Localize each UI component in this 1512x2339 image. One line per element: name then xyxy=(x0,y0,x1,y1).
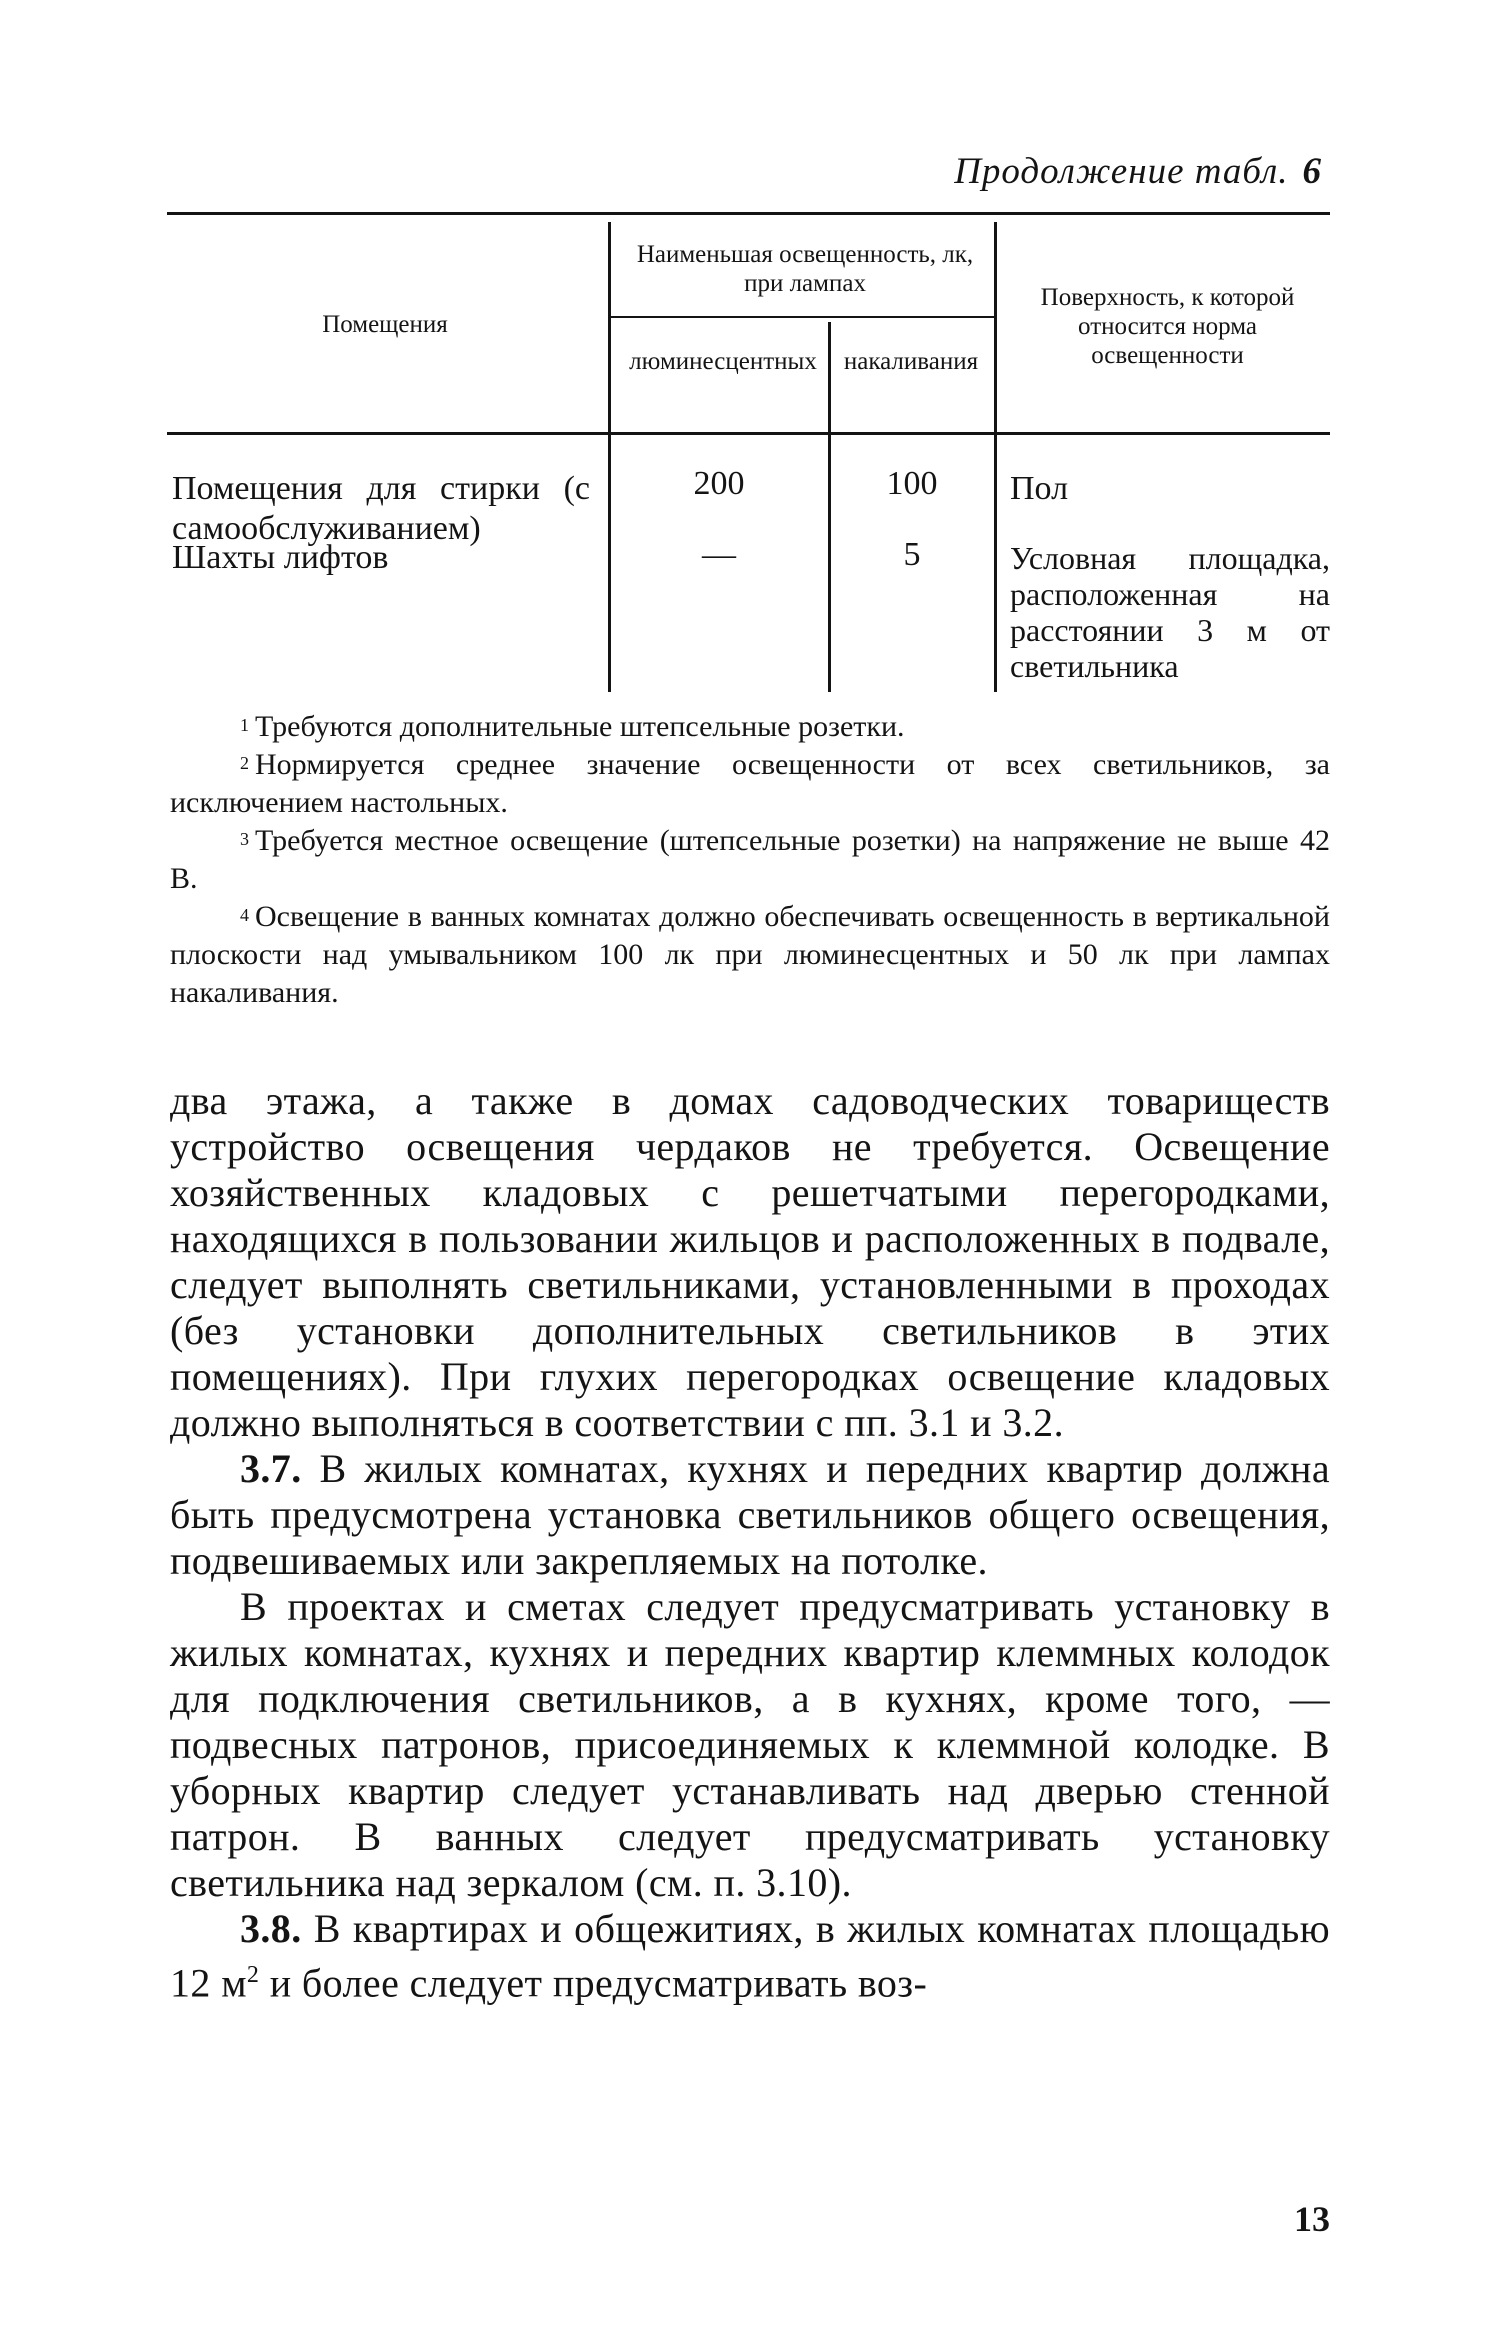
row-2-incandescent: 5 xyxy=(903,536,921,573)
table-top-rule xyxy=(167,212,1330,215)
row-2-surface: Условная площадка, расположенная на расстоянии 3 м от светильника xyxy=(1010,540,1330,684)
footnote xyxy=(170,746,1330,822)
footnote-mark: 1 xyxy=(240,715,249,735)
footnote-mark: 2 xyxy=(240,753,249,773)
footnote-mark: 3 xyxy=(240,829,249,849)
paragraph-text: и более следует предусматривать воз- xyxy=(259,1960,928,2006)
continuation-label: Продолжение табл. xyxy=(954,151,1289,192)
page-number: 13 xyxy=(1294,2199,1330,2239)
paragraph: В проектах и сметах следует предусматривать установку в жилых комнатах, кухнях и передних квартир клеммных колодок для подключения светильников, а в кухнях, кроме того, — подвесных патронов, присоединяемых к клеммной колодке. В уборных квартир следует устанавливать над дверью стенной патрон. В ванных следует предусматривать установку светильника над зеркалом (см. п. 3.10). xyxy=(170,1584,1330,1905)
row-1-fluorescent: 200 xyxy=(693,465,745,502)
table-footnotes xyxy=(170,708,1330,1012)
header-surface: Поверхность, к которой относится норма освещенности xyxy=(1040,284,1295,369)
paragraph-text: В жилых комнатах, кухнях и передних квартир должна быть предусмотрена установка светильников общего освещения, подвешиваемых или закрепляемых на потолке. xyxy=(170,1446,1330,1583)
table-header-rule xyxy=(167,432,1330,435)
row-1-room: Помещения для стирки (с самообслуживанием) xyxy=(172,470,590,547)
paragraph-3-7 xyxy=(170,1446,1330,1584)
footnote-text: Освещение в ванных комнатах должно обеспечивать освещенность в вертикальной плоскости над умывальником 100 лк при люминесцентных и 50 лк при лампах накаливания. xyxy=(170,900,1330,1009)
table-divider-2 xyxy=(828,322,831,692)
footnote-mark: 4 xyxy=(240,905,249,925)
paragraph: два этажа, а также в домах садоводческих товариществ устройство освещения чердаков не требуется. Освещение хозяйственных кладовых с решетчатыми перегородками, находящихся в пользовании жильцов и расположенных в подвале, следует выполнять светильниками, установленными в проходах (без установки дополнительных светильников в этих помещениях). При глухих перегородках освещение кладовых должно выполняться в соответствии с пп. 3.1 и 3.2. xyxy=(170,1078,1330,1445)
header-fluorescent: люминесцентных xyxy=(629,348,817,375)
table-number: 6 xyxy=(1302,151,1322,192)
row-1-incandescent: 100 xyxy=(886,465,938,502)
header-rooms: Помещения xyxy=(322,311,448,338)
row-2-room: Шахты лифтов xyxy=(172,539,389,576)
superscript: 2 xyxy=(246,1962,260,1988)
footnote-text: Нормируется среднее значение освещенности от всех светильников, за исключением настольных. xyxy=(170,748,1330,819)
header-illuminance: Наименьшая освещенность, лк, при лампах xyxy=(636,241,974,297)
row-2-fluorescent: — xyxy=(702,536,736,573)
table-divider-3 xyxy=(994,222,997,692)
paragraph-3-8 xyxy=(170,1906,1330,2006)
table-divider-1 xyxy=(608,222,611,692)
header-incandescent: накаливания xyxy=(843,348,979,375)
clause-number: 3.7. xyxy=(240,1446,302,1491)
table-subheader-rule xyxy=(611,316,994,318)
footnote-text: Требуются дополнительные штепсельные розетки. xyxy=(255,710,905,743)
table-continuation-caption xyxy=(954,150,1322,193)
footnote-text: Требуется местное освещение (штепсельные розетки) на напряжение не выше 42 В. xyxy=(170,824,1330,895)
footnote xyxy=(170,822,1330,898)
footnote xyxy=(170,898,1330,1012)
body-text xyxy=(170,1078,1330,2006)
clause-number: 3.8. xyxy=(240,1906,302,1951)
footnote xyxy=(170,708,1330,746)
row-1-surface: Пол xyxy=(1010,470,1069,507)
paragraph-text: В квартирах и общежитиях, в жилых комнатах площадью 12 м xyxy=(170,1906,1330,2006)
